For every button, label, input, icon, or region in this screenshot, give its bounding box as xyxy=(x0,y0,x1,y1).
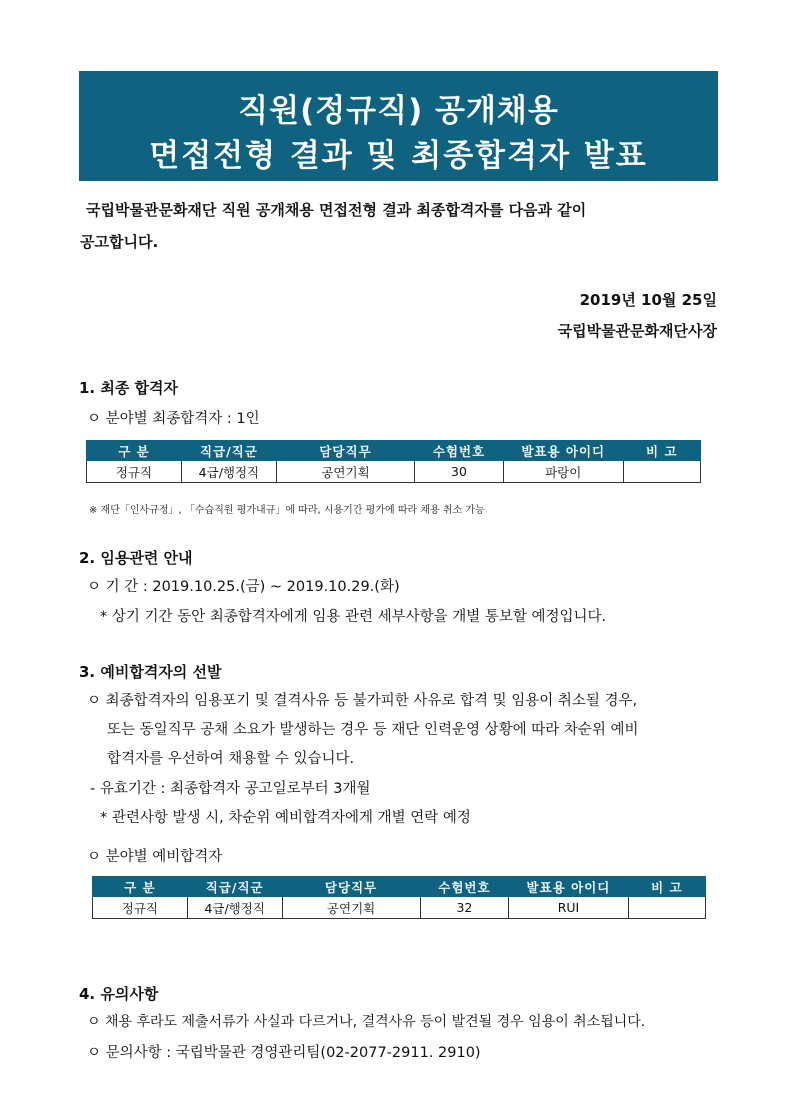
title-line-2: 면접전형 결과 및 최종합격자 발표 xyxy=(149,138,648,174)
table-header: 직급/직군 xyxy=(181,441,276,461)
table-header: 직급/직군 xyxy=(187,877,282,897)
section-2-heading: 2. 임용관련 안내 xyxy=(79,549,193,567)
table-cell: 30 xyxy=(415,461,504,483)
table-header: 담당직무 xyxy=(282,877,420,897)
section-2-sub: * 상기 기간 동안 최종합격자에게 임용 관련 세부사항을 개별 통보할 예정입니다. xyxy=(100,609,607,625)
table-cell: 공연기획 xyxy=(276,461,414,483)
table-cell: 4급/행정직 xyxy=(181,461,276,483)
table-header: 수험번호 xyxy=(420,877,509,897)
table-header: 담당직무 xyxy=(276,441,414,461)
intro-line-1: 국립박물관문화재단 직원 공개채용 면접전형 결과 최종합격자를 다음과 같이 xyxy=(86,201,587,219)
table-header: 발표용 아이디 xyxy=(503,441,623,461)
table-header-row xyxy=(93,877,706,897)
table-cell xyxy=(628,897,705,919)
table-row xyxy=(87,461,701,483)
section-4-bullet-1: ㅇ 채용 후라도 제출서류가 사실과 다르거나, 결격사유 등이 발견될 경우 임용이 취소됩니다. xyxy=(87,1014,646,1030)
section-3-sub: * 관련사항 발생 시, 차순위 예비합격자에게 개별 연락 예정 xyxy=(100,810,471,826)
table-header: 발표용 아이디 xyxy=(509,877,629,897)
section-3-para-line-3: 합격자를 우선하여 채용할 수 있습니다. xyxy=(107,751,355,767)
section-3-validity: - 유효기간 : 최종합격자 공고일로부터 3개월 xyxy=(90,781,371,797)
section-3-heading: 3. 예비합격자의 선발 xyxy=(79,663,222,681)
final-passer-table xyxy=(86,440,701,483)
table-cell: 정규직 xyxy=(93,897,188,919)
table-cell: 공연기획 xyxy=(282,897,420,919)
issuer: 국립박물관문화재단사장 xyxy=(557,322,717,340)
table-row xyxy=(93,897,706,919)
title-line-1: 직원(정규직) 공개채용 xyxy=(238,93,559,129)
table-cell: 파랑이 xyxy=(503,461,623,483)
intro-line-2: 공고합니다. xyxy=(80,233,159,251)
section-1-heading: 1. 최종 합격자 xyxy=(79,379,179,397)
section-3-para-line-1: ㅇ 최종합격자의 임용포기 및 결격사유 등 불가피한 사유로 합격 및 임용이 취소될 경우, xyxy=(87,693,638,709)
table-header: 구 분 xyxy=(93,877,188,897)
notice-date: 2019년 10월 25일 xyxy=(579,291,717,309)
table-header-row xyxy=(87,441,701,461)
table-cell: RUI xyxy=(509,897,629,919)
table-header: 비 고 xyxy=(623,441,700,461)
table-header: 비 고 xyxy=(628,877,705,897)
section-2-period: ㅇ 기 간 : 2019.10.25.(금) ~ 2019.10.29.(화) xyxy=(87,579,400,595)
section-4-bullet-2: ㅇ 문의사항 : 국립박물관 경영관리팀(02-2077-2911. 2910) xyxy=(87,1045,481,1061)
section-3-para-line-2: 또는 동일직무 공채 소요가 발생하는 경우 등 재단 인력운영 상황에 따라 차순위 예비 xyxy=(107,722,639,738)
section-4-heading: 4. 유의사항 xyxy=(79,985,159,1003)
table-cell: 32 xyxy=(420,897,509,919)
title-banner xyxy=(79,71,718,181)
section-1-bullet: ㅇ 분야별 최종합격자 : 1인 xyxy=(87,411,260,427)
reserve-passer-table xyxy=(92,876,706,919)
section-3-bullet-2: ㅇ 분야별 예비합격자 xyxy=(87,849,223,865)
section-1-note: ※ 재단「인사규정」, 「수습직원 평가내규」에 따라, 시용기간 평가에 따라 채용 취소 가능 xyxy=(89,505,485,516)
table-cell: 4급/행정직 xyxy=(187,897,282,919)
table-cell: 정규직 xyxy=(87,461,182,483)
table-cell xyxy=(623,461,700,483)
table-header: 구 분 xyxy=(87,441,182,461)
table-header: 수험번호 xyxy=(415,441,504,461)
